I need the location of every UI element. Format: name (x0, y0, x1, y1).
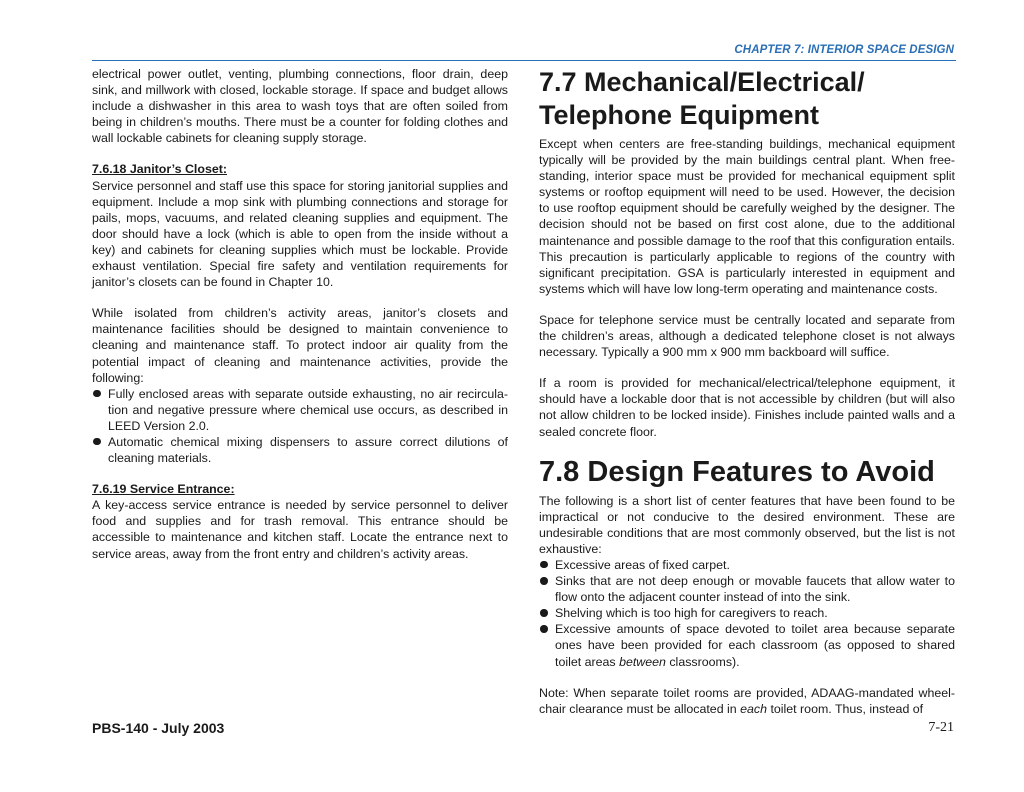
section-7-7-heading-line1: 7.7 Mechanical/Electrical/ (539, 67, 865, 97)
equipment-room-paragraph: If a room is provided for mechanical/electrical/telephone equipment, it should have a lockable door that is not accessible by children (but will also not allow children to be locked inside). Finishes include painted walls and a sealed concrete floor. (539, 376, 955, 439)
telephone-paragraph: Space for telephone service must be centrally located and separate from the children’s areas, although a dedicated telephone closet is not always necessary. Typically a 900 mm x 900 mm backboard will suffice. (539, 312, 955, 360)
list-item: Fully enclosed areas with separate outside exhausting, no air recircula-tion and negative pressure where chemical use occurs, as described in LEED Version 2.0. (92, 386, 508, 434)
avoid-intro-paragraph: The following is a short list of center features that have been found to be impractical or not conducive to the desired environment. These are undesirable conditions that are most commonly observed, but the list is not exhaustive: (539, 493, 955, 556)
avoid-bullet-list (539, 557, 955, 670)
chapter-header: CHAPTER 7: INTERIOR SPACE DESIGN (734, 44, 954, 56)
list-item: Excessive amounts of space devoted to toilet area because separate ones have been provided for each classroom (as opposed to shared toilet areas between classrooms). (539, 621, 955, 669)
section-7-8-heading: 7.8 Design Features to Avoid (539, 455, 935, 488)
section-7-7-heading (539, 66, 955, 132)
intro-paragraph: electrical power outlet, venting, plumbing connections, floor drain, deep sink, and millwork with closed, lockable storage. If space and budget allows include a dishwasher in this area to wash toys that are often soiled from being in children’s mouths. There must be a counter for folding clothes and wall lockable cabinets for cleaning supply storage. (92, 67, 508, 146)
footer-page-number: 7-21 (928, 720, 954, 735)
section-7-7-heading-line2: Telephone Equipment (539, 100, 820, 130)
footer-document-id: PBS-140 - July 2003 (92, 720, 225, 736)
maintenance-paragraph: While isolated from children’s activity areas, janitor’s closets and maintenance facilities should be designed to maintain convenience to cleaning and maintenance staff. To protect indoor air quality from the potential impact of cleaning and maintenance activities, provide the following: (92, 306, 508, 385)
service-entrance-paragraph: A key-access service entrance is needed by service personnel to deliver food and supplies and for trash removal. This entrance should be accessible to maintenance and kitchen staff. Locate the entrance next to service areas, away from the front entry and children’s activity areas. (92, 498, 508, 561)
list-item: Excessive areas of fixed carpet. (539, 557, 955, 573)
janitor-closet-heading: 7.6.18 Janitor’s Closet: (92, 162, 227, 177)
list-item: Shelving which is too high for caregivers to reach. (539, 605, 955, 621)
left-column (92, 66, 508, 562)
mechanical-paragraph: Except when centers are free-standing buildings, mechanical equipment typically will be provided by the main buildings central plant. When free-standing, interior space must be provided for mechanical equipment split systems or rooftop equipment will need to be used. However, the decision to use rooftop equipment should be carefully weighed by the designer. The decision should not be based on first cost alone, due to the additional maintenance and possible damage to the roof that this configuration entails. This precaution is particularly applicable to regions of the country with significant precipitation. GSA is particularly interested in equipment and systems which will have low long-term operating and maintenance costs. (539, 137, 955, 296)
janitor-closet-paragraph: Service personnel and staff use this space for storing janitorial supplies and equipment. Include a mop sink with plumbing connections and storage for pails, mops, vacuums, and related cleaning supplies and equipment. The door should have a lock (which is able to open from the inside without a key) and cabinets for cleaning supplies which must be lockable. Provide exhaust ventilation. Special fire safety and ventilation requirements for janitor’s closets can be found in Chapter 10. (92, 178, 508, 290)
service-entrance-heading: 7.6.19 Service Entrance: (92, 482, 235, 497)
header-rule (92, 60, 956, 61)
right-column (539, 66, 955, 717)
list-item: Automatic chemical mixing dispensers to assure correct dilutions of cleaning materials. (92, 434, 508, 466)
toilet-note-paragraph: Note: When separate toilet rooms are provided, ADAAG-mandated wheel-chair clearance must be allocated in each toilet room. Thus, instead of (539, 685, 955, 716)
maintenance-bullet-list (92, 386, 508, 466)
list-item: Sinks that are not deep enough or movable faucets that allow water to flow onto the adjacent counter instead of into the sink. (539, 573, 955, 605)
